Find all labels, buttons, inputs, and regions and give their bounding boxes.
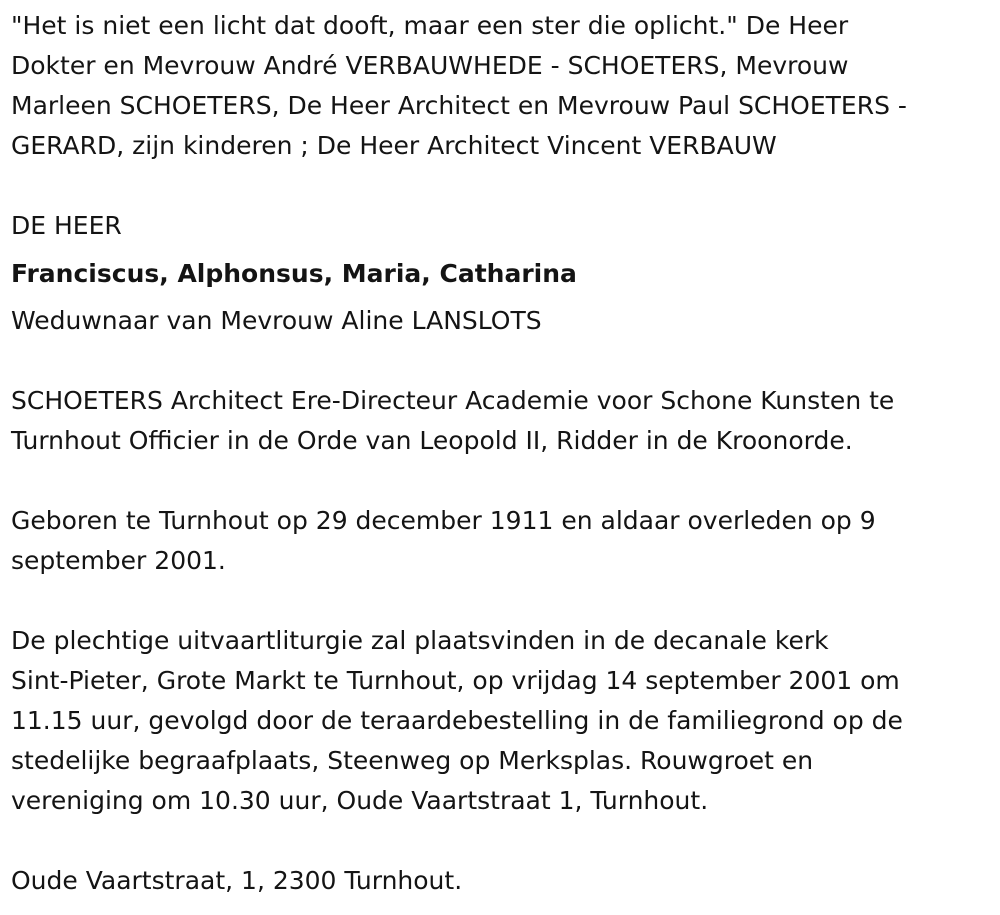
birth-death-line: september 2001. [11, 546, 226, 575]
intro-paragraph [11, 6, 986, 166]
widower-line: Weduwnaar van Mevrouw Aline LANSLOTS [11, 306, 542, 335]
funeral-paragraph [11, 621, 986, 821]
birth-death-line: Geboren te Turnhout op 29 december 1911 en aldaar overleden op 9 [11, 506, 876, 535]
funeral-line: Sint-Pieter, Grote Markt te Turnhout, op vrijdag 14 september 2001 om [11, 666, 900, 695]
funeral-line: 11.15 uur, gevolgd door de teraardebestelling in de familiegrond op de [11, 706, 903, 735]
address-line: Oude Vaartstraat, 1, 2300 Turnhout. [11, 866, 463, 895]
profession-paragraph [11, 381, 986, 461]
funeral-line: vereniging om 10.30 uur, Oude Vaartstraat 1, Turnhout. [11, 786, 709, 815]
profession-line: Turnhout Officier in de Orde van Leopold II, Ridder in de Kroonorde. [11, 426, 853, 455]
deceased-name: Franciscus, Alphonsus, Maria, Catharina [11, 259, 577, 288]
funeral-line: stedelijke begraafplaats, Steenweg op Merksplas. Rouwgroet en [11, 746, 814, 775]
honorific-title: DE HEER [11, 211, 122, 240]
intro-line: "Het is niet een licht dat dooft, maar een ster die oplicht." De Heer [11, 11, 849, 40]
profession-line: SCHOETERS Architect Ere-Directeur Academie voor Schone Kunsten te [11, 386, 895, 415]
intro-line: Marleen SCHOETERS, De Heer Architect en Mevrouw Paul SCHOETERS - [11, 91, 907, 120]
intro-line: GERARD, zijn kinderen ; De Heer Architect Vincent VERBAUW [11, 131, 777, 160]
obituary-document [11, 6, 986, 901]
birth-death-paragraph [11, 501, 986, 581]
funeral-line: De plechtige uitvaartliturgie zal plaatsvinden in de decanale kerk [11, 626, 829, 655]
intro-line: Dokter en Mevrouw André VERBAUWHEDE - SCHOETERS, Mevrouw [11, 51, 849, 80]
